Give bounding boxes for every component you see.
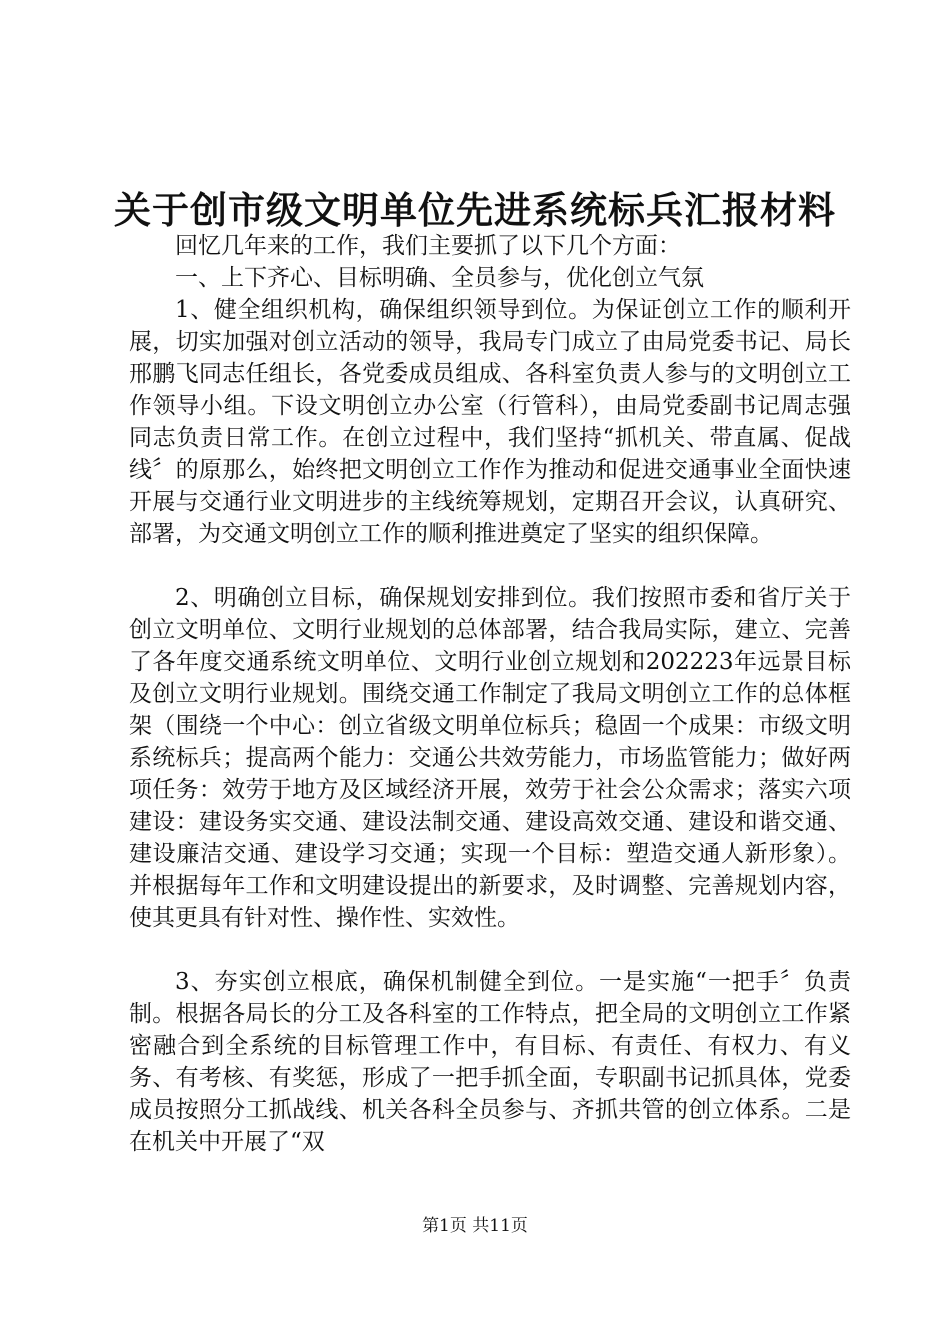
paragraph-organization: 1、健全组织机构，确保组织领导到位。为保证创立工作的顺利开展，切实加强对创立活动的领导，我局专门成立了由局党委书记、局长邢鹏飞同志任组长，各党委成员组成、各科室负责人参与的文明创立工作领导小组。下设文明创立办公室（行管科），由局党委副书记周志强同志负责日常工作。在创立过程中，我们坚持“抓机关、带直属、促战线〞的原那么，始终把文明创立工作作为推动和促进交通事业全面快速开展与交通行业文明进步的主线统筹规划，定期召开会议，认真研究、部署，为交通文明创立工作的顺利推进奠定了坚实的组织保障。 — [129, 297, 851, 547]
section-heading: 一、上下齐心、目标明确、全员参与，优化创立气氛 — [175, 265, 704, 291]
paragraph-gap — [129, 934, 851, 966]
document-title: 关于创市级文明单位先进系统标兵汇报材料 — [114, 188, 836, 232]
page-number-footer: 第1页 共11页 — [422, 1216, 528, 1236]
intro-paragraph: 回忆几年来的工作，我们主要抓了以下几个方面： — [175, 233, 681, 259]
paragraph-goals: 2、明确创立目标，确保规划安排到位。我们按照市委和省厅关于创立文明单位、文明行业规划的总体部署，结合我局实际，建立、完善了各年度交通系统文明单位、文明行业创立规划和202223年远景目标及创立文明行业规划。围绕交通工作制定了我局文明创立工作的总体框架（围绕一个中心：创立省级文明单位标兵；稳固一个成果：市级文明系统标兵；提高两个能力：交通公共效劳能力，市场监管能力；做好两项任务：效劳于地方及区域经济开展，效劳于社会公众需求；落实六项建设：建设务实交通、建设法制交通、建设高效交通、建设和谐交通、建设廉洁交通、建设学习交通；实现一个目标：塑造交通人新形象）。并根据每年工作和文明建设提出的新要求，及时调整、完善规划内容，使其更具有针对性、操作性、实效性。 — [129, 585, 851, 931]
paragraph-gap — [129, 550, 851, 582]
paragraph-foundation: 3、夯实创立根底，确保机制健全到位。一是实施“一把手〞负责制。根据各局长的分工及各科室的工作特点，把全局的文明创立工作紧密融合到全系统的目标管理工作中，有目标、有责任、有权力、有义务、有考核、有奖惩，形成了一把手抓全面，专职副书记抓具体，党委成员按照分工抓战线、机关各科全员参与、齐抓共管的创立体系。二是在机关中开展了“双 — [129, 969, 851, 1155]
document-body — [129, 230, 851, 1158]
